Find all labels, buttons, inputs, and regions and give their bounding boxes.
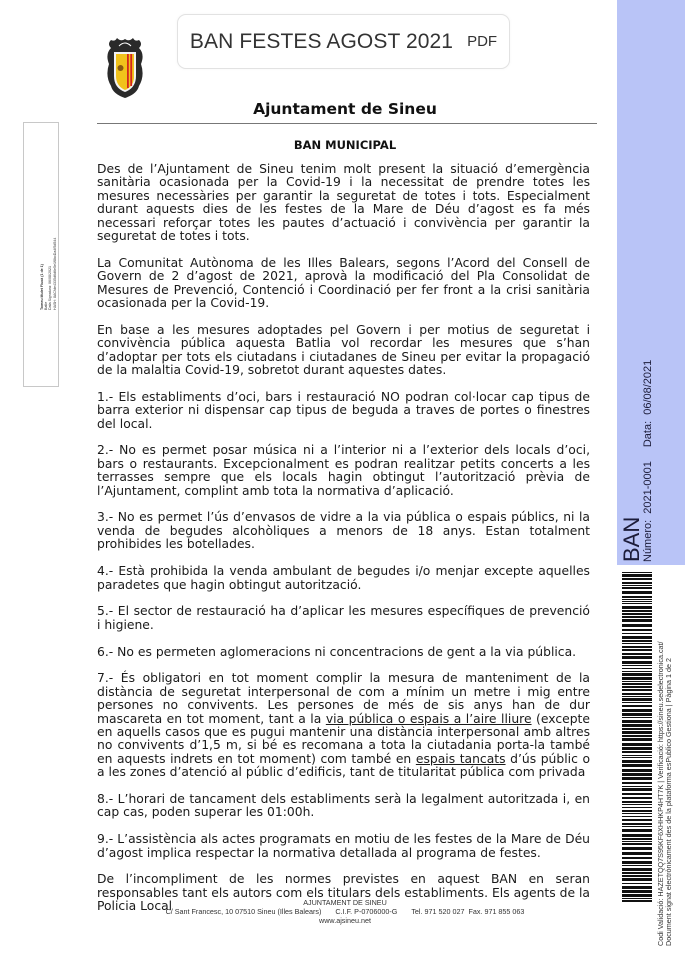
barcode-bar [622, 813, 652, 814]
barcode-bar [622, 671, 652, 672]
barcode-bar [622, 596, 652, 598]
barcode-bar [622, 810, 652, 812]
signature-date: Data Signatura: 06/08/2021 [48, 266, 53, 310]
measure-7-text: (excepte en aquells casos que es pugui mantenir una distància interpersonal amb altres no convivents d’1,5 m, si bé es recomana a tota la ciutadania porta-la també en aquests indrets en tot moment) com també en [97, 711, 590, 766]
barcode-bar [622, 720, 652, 723]
barcode-bar [622, 760, 652, 763]
verification-line: Codi Validació: HAZETQQ7S95KF6XHHKP4HT7K | Verificació: https://sineu.sedelectronica.cat/ [656, 641, 665, 946]
signer-name: Tomeu Mulet Fluxà (1 de 1) [40, 264, 44, 310]
barcode-bar [622, 797, 652, 799]
barcode-bar [622, 640, 652, 642]
stamp-date: 06/08/2021 [642, 359, 654, 415]
measure-item: 4.- Està prohibida la venda ambulant de begudes i/o menjar excepte aquelles paradetes que hagin obtingut autorització. [97, 564, 590, 592]
barcode-bar [622, 587, 652, 589]
barcode-bar [622, 673, 652, 676]
barcode-bar [622, 847, 652, 850]
header-divider [97, 123, 597, 124]
barcode-bar [622, 788, 652, 791]
signer-role: Batle [44, 301, 49, 310]
underlined-phrase: espais tancats [415, 751, 506, 766]
document-stamp [619, 359, 655, 562]
footer-address: C/ Sant Francesc, 10 07510 Sineu (Illes Balears) [165, 907, 322, 916]
barcode-bar [622, 693, 652, 695]
barcode-bar [622, 610, 652, 612]
measure-item: 5.- El sector de restauració ha d’aplicar les mesures específiques de prevenció i higiene. [97, 604, 590, 632]
barcode-bar [622, 616, 652, 618]
barcode-bar [622, 572, 652, 573]
barcode-bar [622, 773, 652, 776]
barcode-bar [622, 777, 652, 780]
barcode-bar [622, 619, 652, 622]
footer-tel: Tel. 971 520 027 [411, 907, 465, 916]
signature-details [40, 238, 57, 310]
barcode [622, 572, 652, 902]
barcode-bar [622, 702, 652, 703]
barcode-bar [622, 886, 652, 889]
barcode-bar [622, 868, 652, 871]
barcode-bar [622, 834, 652, 837]
barcode-bar [622, 728, 652, 730]
file-type-label: PDF [467, 33, 498, 50]
barcode-bar [622, 681, 652, 682]
barcode-bar [622, 782, 652, 784]
barcode-bar [622, 751, 652, 753]
barcode-bar [622, 705, 652, 707]
footer-web: www.ajsineu.net [319, 916, 371, 925]
barcode-bar [622, 872, 652, 874]
barcode-bar [622, 894, 652, 897]
barcode-bar [622, 861, 652, 864]
document-body [97, 163, 590, 927]
barcode-bar [622, 585, 652, 586]
barcode-bar [622, 599, 652, 600]
intro-paragraph: La Comunitat Autònoma de les Illes Balears, segons l’Acord del Consell de Govern de 2 d’agost de 2021, aprovà la modificació del Pla Consolidat de Mesures de Prevenció, Contenció i Coordinació per fer front a la crisi sanitària ocasionada per la Covid-19. [97, 255, 590, 311]
barcode-bar [622, 574, 652, 577]
barcode-bar [622, 900, 652, 902]
barcode-bar [622, 743, 652, 746]
verification-line: Document signat electrònicament des de la plataforma esPublico Gestiona | Pàgina 1 de 2 [664, 658, 674, 946]
barcode-bar [622, 786, 652, 787]
barcode-bar [622, 624, 652, 627]
barcode-bar [622, 801, 652, 803]
barcode-bar [622, 764, 652, 767]
stamp-doc-type: BAN [619, 516, 644, 562]
barcode-bar [622, 852, 652, 855]
barcode-bar [622, 683, 652, 685]
barcode-bar [622, 841, 652, 842]
barcode-bar [622, 709, 652, 712]
barcode-bar [622, 668, 652, 669]
signature-hash: HASH: 8ACfde4335d6d6e5e1f8bcDa4f5d544 [52, 237, 57, 310]
barcode-bar [622, 646, 652, 648]
barcode-bar [622, 643, 652, 644]
barcode-bar [622, 656, 652, 659]
barcode-bar [622, 807, 652, 808]
barcode-bar [622, 689, 652, 691]
barcode-bar [622, 898, 652, 899]
barcode-bar [622, 686, 652, 688]
barcode-bar [622, 838, 652, 840]
barcode-bar [622, 653, 652, 655]
barcode-bar [622, 696, 652, 697]
barcode-bar [622, 582, 652, 584]
barcode-bar [622, 738, 652, 741]
barcode-bar [622, 890, 652, 893]
barcode-bar [622, 755, 652, 756]
footer-cif: C.I.F. P-0706000-G [335, 907, 398, 916]
barcode-bar [622, 875, 652, 877]
barcode-bar [622, 823, 652, 825]
barcode-bar [622, 857, 652, 859]
intro-paragraph: Des de l’Ajuntament de Sineu tenim molt present la situació d’emergència sanitària ocasionada per la Covid-19 i la necessitat de prendre totes les mesures necessàries per garantir la seguretat de totes i tots. Especialment durant aquests dies de les festes de la Mare de Déu d’agost es fa més necessari reforçar totes les pautes d’actuació i convivència per garantir la seguretat de totes i tots. [97, 162, 590, 244]
measure-item: 6.- No es permeten aglomeracions ni concentracions de gent a la via pública. [97, 644, 577, 659]
measure-7-text: d’ús públic o a les zones d’atenció al públic d’edificis, tant de titularitat pública com privada [97, 751, 590, 780]
barcode-bar [622, 713, 652, 716]
barcode-bar [622, 717, 652, 718]
barcode-bar [622, 633, 652, 634]
intro-paragraph: En base a les mesures adoptades pel Govern i per motius de seguretat i convivència pública aquesta Batlia vol recordar les mesures que s’han d’adoptar per tots els ciutadans i ciutadanes de Sineu per evitar la propagació de la malaltia Covid-19, sobretot durant aquestes dates. [97, 322, 590, 378]
barcode-bar [622, 578, 652, 580]
barcode-bar [622, 865, 652, 866]
underlined-phrase: via pública o espais a l’aire lliure [325, 711, 532, 726]
closing-paragraph: De l’incompliment de les normes previstes en aquest BAN en seran responsables tant els autors com els titulars dels establiments. Els agents de la Policia Local [97, 872, 590, 914]
barcode-bar [622, 601, 652, 602]
barcode-bar [622, 661, 652, 664]
barcode-bar [622, 819, 652, 821]
barcode-bar [622, 878, 652, 881]
barcode-bar [622, 606, 652, 609]
page-footer [90, 898, 600, 925]
barcode-bar [622, 843, 652, 845]
measure-item: 9.- L’assistència als actes programats en motiu de les festes de la Mare de Déu d’agost implica respectar la normativa detallada al programa de festes. [97, 832, 590, 860]
barcode-bar [622, 883, 652, 884]
document-title: BAN FESTES AGOST 2021 [189, 29, 454, 53]
barcode-bar [622, 677, 652, 680]
barcode-bar [622, 793, 652, 795]
stamp-date-label: Data: [642, 420, 654, 448]
barcode-bar [622, 665, 652, 666]
stamp-meta-line [642, 360, 655, 562]
barcode-bar [622, 613, 652, 615]
barcode-bar [622, 636, 652, 639]
coat-of-arms-icon [101, 36, 149, 100]
barcode-bar [622, 769, 652, 772]
barcode-bar [622, 826, 652, 827]
barcode-bar [622, 629, 652, 631]
organization-name: Ajuntament de Sineu [253, 100, 437, 118]
barcode-bar [622, 757, 652, 758]
measure-item: 3.- No es permet l’ús d’envasos de vidre a la via pública o espais públics, ni la venda de begudes alcohòliques a menors de 18 anys. Estan totalment prohibides les botellades. [97, 510, 590, 552]
footer-contact [90, 907, 600, 916]
barcode-bar [622, 747, 652, 750]
measure-item: 8.- L’horari de tancament dels establiments serà la legalment autoritzada i, en cap cas, poden superar les 01:00h. [97, 791, 590, 820]
barcode-bar [622, 804, 652, 805]
barcode-bar [622, 591, 652, 594]
verification-text [657, 641, 673, 946]
barcode-bar [622, 816, 652, 817]
barcode-bar [622, 603, 652, 604]
measure-item: 2.- No es permet posar música ni a l’interior ni a l’exterior dels locals d’oci, bars o restaurants. Excepcionalment es podran realitzar petits concerts a les terrasses sempre que els locals hagin obtingut l’autorització prèvia de l’Ajuntament, complint amb tota la normativa d’aplicació. [97, 443, 590, 498]
barcode-bar [622, 731, 652, 734]
stamp-number: 2021-0001 [642, 461, 654, 514]
measure-item: 1.- Els establiments d’oci, bars i restauració NO podran col·locar cap tipus de barra exterior ni dispensar cap tipus de beguda a traves de portes o finestres del local. [97, 389, 590, 431]
barcode-bar [622, 649, 652, 651]
measure-7-text: 7.- És obligatori en tot moment complir la mesura de manteniment de la distància de seguretat interpersonal de com a mínim un metre i mig entre persones no convivents. Les persones de més de sis anys han de dur mascareta en tot moment, tant a la [97, 671, 590, 726]
stamp-number-label: Número: [642, 519, 654, 562]
barcode-bar [622, 698, 652, 701]
document-title-bar[interactable] [177, 14, 510, 69]
measure-item-7 [97, 672, 590, 779]
barcode-bar [622, 724, 652, 727]
barcode-bar [622, 735, 652, 737]
footer-fax: Fax. 971 855 063 [468, 907, 525, 916]
barcode-bar [622, 829, 652, 832]
footer-org: AJUNTAMENT DE SINEU [303, 898, 387, 907]
document-heading: BAN MUNICIPAL [293, 138, 397, 152]
